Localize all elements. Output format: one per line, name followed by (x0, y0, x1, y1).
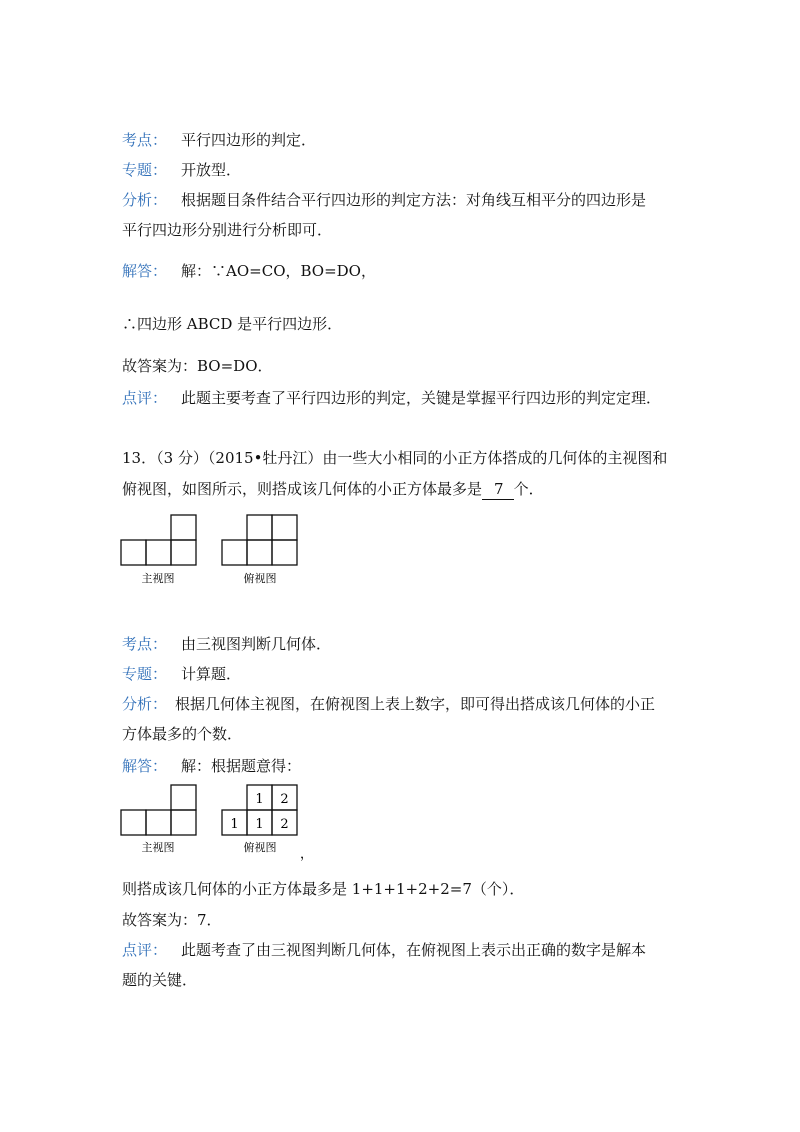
question-13-line-1 (122, 448, 667, 468)
question-13-text-3: 个． (513, 480, 544, 498)
fenxi-row-2b (122, 724, 242, 744)
conclusion-row (122, 314, 342, 334)
answer-row-1 (122, 356, 273, 376)
jieda-label: 解答： (122, 262, 168, 280)
front-view-caption-2: 主视图 (141, 841, 175, 854)
front-view-grid (121, 515, 196, 565)
fenxi-row-1 (122, 190, 646, 210)
zhuanti-row-1 (122, 160, 241, 180)
zhuanti-text: 开放型． (181, 161, 242, 179)
dianping-text: 此题主要考查了平行四边形的判定，关键是掌握平行四边形的判定定理． (181, 389, 662, 407)
fenxi-text-1: 根据题目条件结合平行四边形的判定方法：对角线互相平分的四边形是 (181, 191, 647, 209)
answer-row-2 (122, 910, 222, 930)
top-view-caption-2: 俯视图 (243, 841, 277, 854)
fenxi-row-2 (122, 694, 655, 714)
jieda-row-1 (122, 261, 376, 281)
dianping-row-2 (122, 940, 646, 960)
fenxi-label-2: 分析： (122, 695, 168, 713)
question-13-text-1: 13．（3 分）（2015•牡丹江）由一些大小相同的小正方体搭成的几何体的主视图和 (122, 449, 668, 467)
question-13-line-2 (122, 479, 544, 500)
fenxi-text-2b: 方体最多的个数． (122, 725, 243, 743)
fenxi-row-1b (122, 220, 332, 240)
figure-views-1 (118, 512, 308, 588)
answer-text-2: 故答案为：7． (122, 911, 222, 929)
front-view-grid-2 (121, 785, 196, 835)
fenxi-text-2a: 根据几何体主视图，在俯视图上表上数字，即可得出搭成该几何体的小正 (175, 695, 656, 713)
cell-number-bot-mid: 1 (255, 817, 264, 832)
figure-comma: ， (300, 847, 314, 862)
question-13-text-2: 俯视图，如图所示，则搭成该几何体的小正方体最多是 (122, 480, 483, 498)
answer-text: 故答案为：BO=DO． (122, 357, 273, 375)
kaodian-label-2: 考点： (122, 635, 168, 653)
answer-blank: 7 (482, 479, 514, 500)
zhuanti-text-2: 计算题． (181, 665, 242, 683)
kaodian-row-1 (122, 130, 316, 150)
zhuanti-label-2: 专题： (122, 665, 168, 683)
result-text: 则搭成该几何体的小正方体最多是 1+1+1+2+2=7（个）． (122, 880, 525, 898)
jieda-text: 解：∵AO=CO，BO=DO， (181, 262, 376, 280)
kaodian-text: 平行四边形的判定． (181, 131, 317, 149)
zhuanti-row-2 (122, 664, 241, 684)
fenxi-text-2: 平行四边形分别进行分析即可． (122, 221, 333, 239)
cell-number-bot-left: 1 (230, 817, 239, 832)
zhuanti-label: 专题： (122, 161, 168, 179)
kaodian-row-2 (122, 634, 331, 654)
front-view-caption: 主视图 (141, 572, 175, 585)
kaodian-text-2: 由三视图判断几何体． (181, 635, 332, 653)
fenxi-label: 分析： (122, 191, 168, 209)
top-view-caption: 俯视图 (243, 572, 277, 585)
figure-views-2 (118, 782, 318, 862)
dianping-label: 点评： (122, 389, 168, 407)
conclusion-text: ∴四边形 ABCD 是平行四边形． (122, 315, 343, 333)
dianping-text-2a: 此题考查了由三视图判断几何体，在俯视图上表示出正确的数字是解本 (181, 941, 647, 959)
cell-number-top-right: 2 (280, 792, 289, 807)
jieda-text-2: 解：根据题意得： (181, 757, 302, 775)
top-view-grid (222, 515, 297, 565)
dianping-label-2: 点评： (122, 941, 168, 959)
jieda-row-2 (122, 756, 301, 776)
dianping-row-1 (122, 388, 661, 408)
cell-number-top-mid: 1 (255, 792, 264, 807)
kaodian-label: 考点： (122, 131, 168, 149)
cell-number-bot-right: 2 (280, 817, 289, 832)
jieda-label-2: 解答： (122, 757, 168, 775)
result-row (122, 879, 524, 899)
dianping-row-2b (122, 970, 197, 990)
dianping-text-2b: 题的关键． (122, 971, 198, 989)
